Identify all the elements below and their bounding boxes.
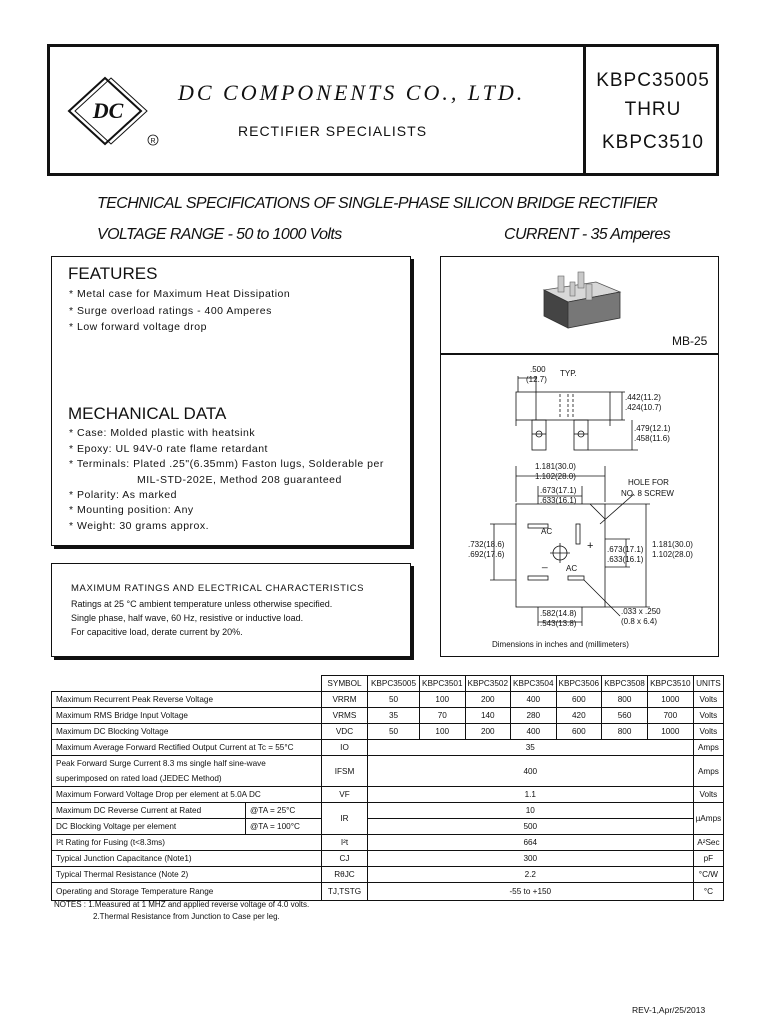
cell: 400 [511, 692, 557, 708]
table-header: SYMBOL [322, 676, 368, 692]
dim-label: .543(13.8) [540, 619, 577, 628]
note-2: 2.Thermal Resistance from Junction to Case per leg. [93, 912, 280, 921]
table-row [52, 867, 724, 883]
cell: 300 [368, 851, 694, 867]
row-label: Maximum DC Blocking Voltage [52, 724, 322, 740]
part-number-thru: THRU [624, 99, 682, 120]
table-row [52, 740, 724, 756]
cell: 600 [556, 692, 602, 708]
dim-label: 1.102(28.0) [652, 550, 693, 559]
feature-item: * Low forward voltage drop [69, 321, 207, 333]
company-logo-icon [67, 76, 163, 146]
company-tagline: RECTIFIER SPECIALISTS [238, 123, 428, 139]
row-unit: °C/W [693, 867, 724, 883]
table-row [52, 835, 724, 851]
cell: 664 [368, 835, 694, 851]
dim-label: TYP. [560, 369, 577, 378]
spec-table [51, 675, 724, 901]
cell: 560 [602, 708, 648, 724]
row-unit: pF [693, 851, 724, 867]
dim-label: .442(11.2) [625, 393, 661, 402]
table-header: KBPC3508 [602, 676, 648, 692]
cell: 10 [368, 803, 694, 819]
row-label: Maximum RMS Bridge Input Voltage [52, 708, 322, 724]
cell: 400 [511, 724, 557, 740]
row-unit: Volts [693, 724, 724, 740]
mechanical-item: * Epoxy: UL 94V-0 rate flame retardant [69, 443, 268, 455]
cell: 700 [648, 708, 694, 724]
feature-item: * Metal case for Maximum Heat Dissipation [69, 288, 291, 300]
cell: 140 [465, 708, 511, 724]
row-symbol: VRMS [322, 708, 368, 724]
dim-label: .633(16.1) [540, 496, 577, 505]
row-unit: Volts [693, 692, 724, 708]
dim-label: (0.8 x 6.4) [621, 617, 658, 626]
table-row [52, 851, 724, 867]
row-label: I²t Rating for Fusing (t<8.3ms) [52, 835, 322, 851]
row-unit: Amps [693, 756, 724, 787]
row-label-line: superimposed on rated load (JEDEC Method) [56, 774, 222, 783]
row-symbol: TJ,TSTG [322, 883, 368, 901]
cell: 1000 [648, 692, 694, 708]
dim-label: .732(18.6) [468, 540, 505, 549]
cell: 35 [368, 740, 694, 756]
cell: 420 [556, 708, 602, 724]
registered-mark: R [150, 138, 156, 145]
row-label-line: Peak Forward Surge Current 8.3 ms single half sine-wave [56, 759, 266, 768]
table-header: KBPC3502 [465, 676, 511, 692]
note-1: NOTES : 1.Measured at 1 MHZ and applied reverse voltage of 4.0 volts. [54, 900, 310, 909]
ac-label: AC [566, 564, 578, 573]
table-row [52, 883, 724, 901]
row-label: Maximum Forward Voltage Drop per element at 5.0A DC [52, 787, 322, 803]
ratings-heading: MAXIMUM RATINGS AND ELECTRICAL CHARACTERISTICS [71, 583, 365, 594]
cell: 1.1 [368, 787, 694, 803]
row-symbol: RθJC [322, 867, 368, 883]
dim-label: (12.7) [526, 375, 547, 384]
row-symbol: VDC [322, 724, 368, 740]
table-header: KBPC3510 [648, 676, 694, 692]
row-unit: Amps [693, 740, 724, 756]
row-label: Maximum Recurrent Peak Reverse Voltage [52, 692, 322, 708]
row-symbol: IR [322, 803, 368, 835]
row-symbol: IO [322, 740, 368, 756]
cell: 2.2 [368, 867, 694, 883]
cell: 800 [602, 724, 648, 740]
dim-label: .500 [530, 365, 546, 374]
ratings-line: Single phase, half wave, 60 Hz, resistive or inductive load. [71, 613, 304, 623]
package-photo-icon [540, 268, 624, 332]
table-header: KBPC3501 [420, 676, 466, 692]
features-heading: FEATURES [68, 264, 158, 283]
table-row [52, 787, 724, 803]
table-row [52, 803, 724, 819]
dim-label: .033 x .250 [621, 607, 661, 616]
dimension-drawing [440, 354, 719, 657]
row-unit: µAmps [693, 803, 724, 835]
row-symbol: VF [322, 787, 368, 803]
row-label: DC Blocking Voltage per element [52, 819, 246, 835]
cell: 50 [368, 724, 420, 740]
mechanical-heading: MECHANICAL DATA [68, 404, 227, 423]
dim-label: .582(14.8) [540, 609, 577, 618]
dim-label: .692(17.6) [468, 550, 505, 559]
cell: 100 [420, 724, 466, 740]
table-row [52, 819, 724, 835]
dim-label: .673(17.1) [540, 486, 577, 495]
row-unit: Volts [693, 708, 724, 724]
row-symbol: VRRM [322, 692, 368, 708]
ratings-line: Ratings at 25 °C ambient temperature unless otherwise specified. [71, 599, 333, 609]
row-unit: Volts [693, 787, 724, 803]
table-header: KBPC35005 [368, 676, 420, 692]
row-symbol: IFSM [322, 756, 368, 787]
cell: 50 [368, 692, 420, 708]
row-unit: °C [693, 883, 724, 901]
table-header-row [52, 676, 724, 692]
plus-label: + [587, 540, 594, 552]
document-title: TECHNICAL SPECIFICATIONS OF SINGLE-PHASE SILICON BRIDGE RECTIFIER [97, 195, 658, 212]
ratings-line: For capacitive load, derate current by 20%. [71, 627, 243, 637]
feature-item: * Surge overload ratings - 400 Amperes [69, 305, 272, 317]
table-row [52, 756, 724, 787]
mechanical-item: * Terminals: Plated .25"(6.35mm) Faston lugs, Solderable per [69, 458, 384, 470]
cell: 70 [420, 708, 466, 724]
dim-label: HOLE FOR [628, 478, 669, 487]
cell: 35 [368, 708, 420, 724]
part-number-from: KBPC35005 [596, 70, 710, 91]
mechanical-item: * Polarity: As marked [69, 489, 177, 501]
dimension-note: Dimensions in inches and (millimeters) [492, 640, 629, 649]
row-label [52, 756, 322, 787]
row-label: Operating and Storage Temperature Range [52, 883, 322, 901]
mechanical-item: * Mounting position: Any [69, 504, 194, 516]
row-condition: @TA = 25°C [246, 803, 322, 819]
dim-label: .424(10.7) [625, 403, 662, 412]
row-label: Typical Junction Capacitance (Note1) [52, 851, 322, 867]
dim-label: NO. 8 SCREW [621, 489, 674, 498]
voltage-range: VOLTAGE RANGE - 50 to 1000 Volts [97, 226, 342, 243]
cell: 1000 [648, 724, 694, 740]
logo-text: DC [92, 98, 124, 123]
dim-label: .458(11.6) [634, 434, 670, 443]
mechanical-item: * Weight: 30 grams approx. [69, 520, 210, 532]
row-symbol: I²t [322, 835, 368, 851]
table-header: UNITS [693, 676, 724, 692]
dim-label: .479(12.1) [634, 424, 671, 433]
revision-footer: REV-1,Apr/25/2013 [632, 1005, 706, 1015]
cell: 600 [556, 724, 602, 740]
part-number-to: KBPC3510 [601, 132, 704, 153]
table-row [52, 708, 724, 724]
cell: 200 [465, 724, 511, 740]
dim-label: 1.102(28.0) [535, 472, 576, 481]
mechanical-item: * Case: Molded plastic with heatsink [69, 427, 256, 439]
dim-label: .673(17.1) [607, 545, 644, 554]
cell: 280 [511, 708, 557, 724]
row-symbol: CJ [322, 851, 368, 867]
ac-label: AC [541, 527, 553, 536]
row-label: Maximum DC Reverse Current at Rated [52, 803, 246, 819]
mechanical-item: MIL-STD-202E, Method 208 guaranteed [137, 474, 342, 486]
cell: 800 [602, 692, 648, 708]
company-name: DC COMPONENTS CO., LTD. [178, 80, 526, 105]
row-condition: @TA = 100°C [246, 819, 322, 835]
row-unit: A²Sec [693, 835, 724, 851]
cell: -55 to +150 [368, 883, 694, 901]
cell: 100 [420, 692, 466, 708]
ratings-box [51, 563, 411, 657]
table-row [52, 724, 724, 740]
table-header: KBPC3506 [556, 676, 602, 692]
table-row [52, 692, 724, 708]
dim-label: 1.181(30.0) [652, 540, 693, 549]
cell: 400 [368, 756, 694, 787]
current-rating: CURRENT - 35 Amperes [504, 226, 671, 243]
package-name: MB-25 [672, 334, 708, 348]
cell: 200 [465, 692, 511, 708]
dim-label: 1.181(30.0) [535, 462, 576, 471]
row-label: Maximum Average Forward Rectified Output Current at Tc = 55°C [52, 740, 322, 756]
dim-label: .633(16.1) [607, 555, 644, 564]
cell: 500 [368, 819, 694, 835]
minus-label: _ [542, 558, 548, 569]
row-label: Typical Thermal Resistance (Note 2) [52, 867, 322, 883]
table-header: KBPC3504 [511, 676, 557, 692]
